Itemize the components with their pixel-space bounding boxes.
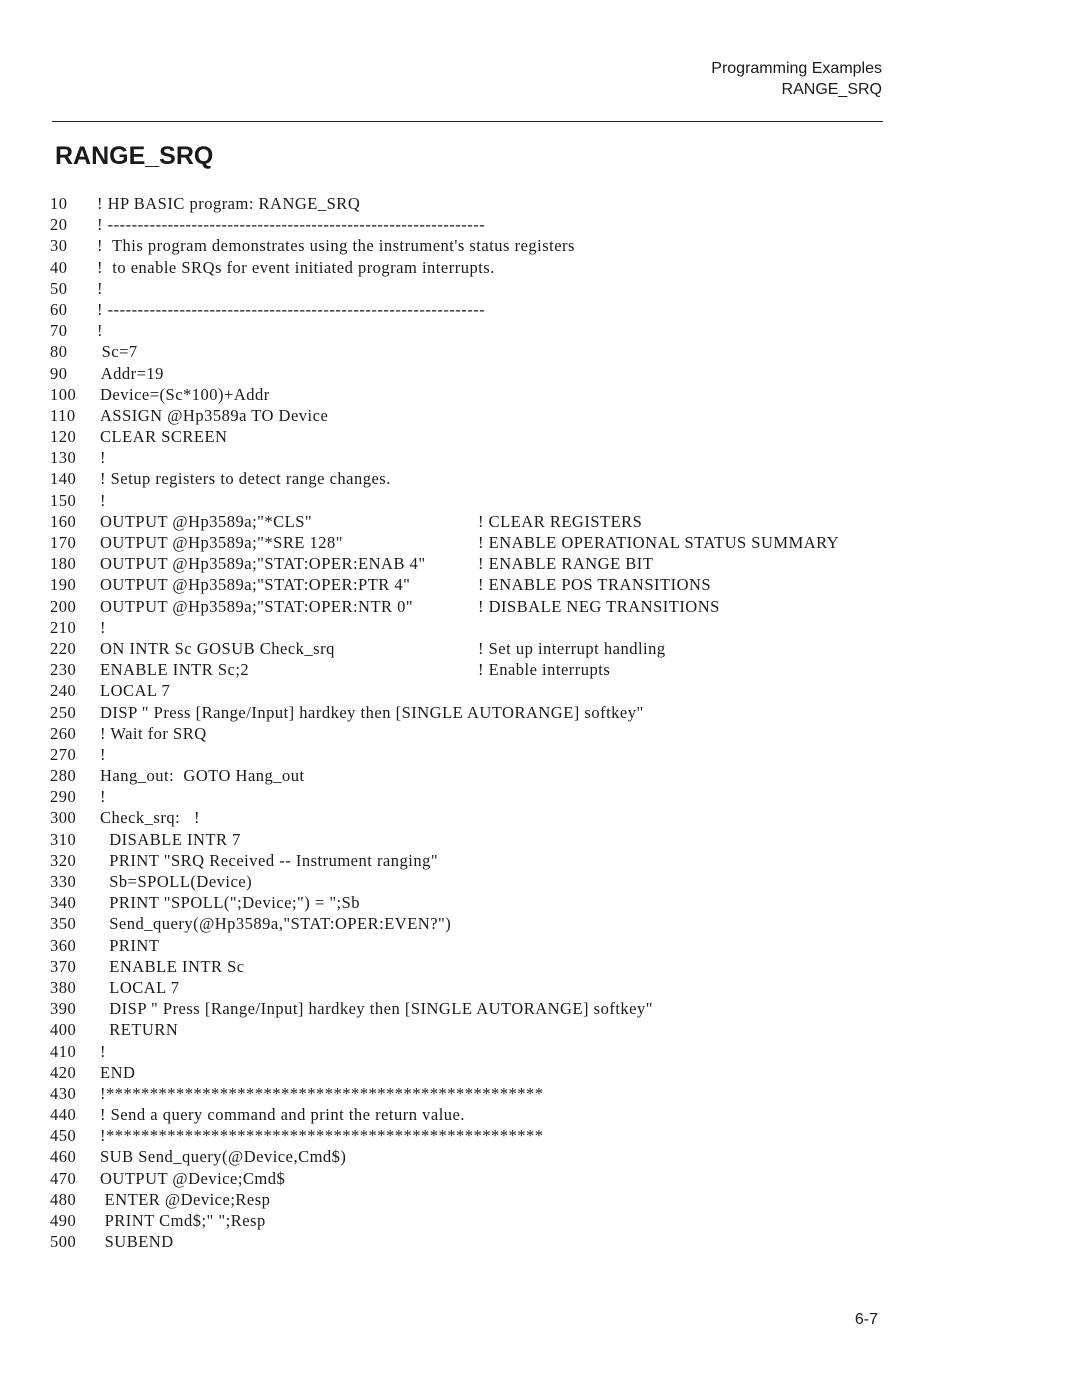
code-text: ! Send a query command and print the return value. xyxy=(100,1105,465,1125)
code-text: ! Setup registers to detect range changes. xyxy=(100,469,391,489)
line-number: 130 xyxy=(50,448,77,468)
line-number: 460 xyxy=(50,1147,77,1167)
line-number: 200 xyxy=(50,596,77,616)
code-text: ENABLE INTR Sc xyxy=(100,956,245,976)
code-text: ! Wait for SRQ xyxy=(100,723,207,743)
line-number: 350 xyxy=(50,914,77,934)
line-number: 340 xyxy=(50,893,77,913)
code-text: END xyxy=(100,1062,136,1082)
line-number: 380 xyxy=(50,977,77,997)
line-number: 490 xyxy=(50,1211,77,1230)
line-number: 250 xyxy=(50,702,77,722)
code-text: ! xyxy=(97,278,103,298)
code-text: ! to enable SRQs for event initiated program interrupts. xyxy=(97,257,495,277)
code-text: Check_srq: ! xyxy=(100,808,201,828)
header-section: Programming Examples xyxy=(711,60,882,77)
code-text: OUTPUT @Device;Cmd$ xyxy=(100,1168,286,1188)
line-number: 370 xyxy=(50,956,77,976)
code-text: ! HP BASIC program: RANGE_SRQ xyxy=(97,194,361,213)
inline-comment: ! ENABLE OPERATIONAL STATUS SUMMARY xyxy=(478,533,840,552)
line-number: 80 xyxy=(50,342,68,362)
code-text: PRINT "SRQ Received -- Instrument ranging" xyxy=(100,850,439,870)
inline-comment: ! CLEAR REGISTERS xyxy=(478,511,643,531)
code-text: Sc=7 xyxy=(97,342,138,362)
code-text: Send_query(@Hp3589a,"STAT:OPER:EVEN?") xyxy=(100,914,452,934)
line-number: 170 xyxy=(50,533,77,552)
line-number: 140 xyxy=(50,469,77,489)
line-number: 310 xyxy=(50,829,77,849)
code-text: ASSIGN @Hp3589a TO Device xyxy=(100,405,329,425)
code-text: !************************************************** xyxy=(100,1083,544,1103)
line-number: 220 xyxy=(50,638,77,658)
line-number: 60 xyxy=(50,299,68,319)
line-number: 290 xyxy=(50,787,77,807)
line-number: 330 xyxy=(50,872,77,891)
line-number: 190 xyxy=(50,575,77,595)
page-title: RANGE_SRQ xyxy=(55,142,214,170)
header-subsection: RANGE_SRQ xyxy=(781,81,882,98)
code-text: PRINT Cmd$;" ";Resp xyxy=(100,1211,266,1230)
line-number: 360 xyxy=(50,935,77,955)
code-text: OUTPUT @Hp3589a;"STAT:OPER:NTR 0" xyxy=(100,596,414,616)
line-number: 450 xyxy=(50,1126,77,1146)
line-number: 40 xyxy=(50,257,68,277)
code-text: ! xyxy=(100,744,106,764)
line-number: 480 xyxy=(50,1189,77,1209)
code-text: PRINT xyxy=(100,935,160,955)
code-text: ! This program demonstrates using the instrument's status registers xyxy=(97,236,575,256)
code-text: CLEAR SCREEN xyxy=(100,427,228,447)
code-text: OUTPUT @Hp3589a;"STAT:OPER:ENAB 4" xyxy=(100,554,426,574)
code-text: DISABLE INTR 7 xyxy=(100,829,241,849)
code-text: !************************************************** xyxy=(100,1126,544,1146)
inline-comment: ! Enable interrupts xyxy=(478,660,611,680)
code-text: ! --------------------------------------------------------------- xyxy=(97,299,486,319)
code-text: ! xyxy=(97,321,103,341)
code-text: DISP " Press [Range/Input] hardkey then [SINGLE AUTORANGE] softkey" xyxy=(100,702,644,722)
code-text: SUBEND xyxy=(100,1232,174,1252)
line-number: 240 xyxy=(50,681,77,701)
line-number: 410 xyxy=(50,1041,77,1061)
code-text: ! --------------------------------------------------------------- xyxy=(97,215,486,235)
code-text: ! xyxy=(100,448,106,468)
line-number: 160 xyxy=(50,511,77,531)
line-number: 430 xyxy=(50,1083,77,1103)
inline-comment: ! ENABLE RANGE BIT xyxy=(478,554,654,574)
header-rule xyxy=(52,121,883,122)
code-text: ! xyxy=(100,490,106,510)
code-text: ! xyxy=(100,1041,106,1061)
line-number: 90 xyxy=(50,363,68,383)
line-number: 500 xyxy=(50,1232,77,1252)
inline-comment: ! ENABLE POS TRANSITIONS xyxy=(478,575,712,595)
code-text: ! xyxy=(100,787,106,807)
line-number: 180 xyxy=(50,554,77,574)
code-text: DISP " Press [Range/Input] hardkey then [SINGLE AUTORANGE] softkey" xyxy=(100,999,653,1019)
line-number: 300 xyxy=(50,808,77,828)
line-number: 30 xyxy=(50,236,68,256)
inline-comment: ! DISBALE NEG TRANSITIONS xyxy=(478,596,720,616)
line-number: 50 xyxy=(50,278,68,298)
code-text: Device=(Sc*100)+Addr xyxy=(100,384,270,404)
inline-comment: ! Set up interrupt handling xyxy=(478,638,666,658)
line-number: 110 xyxy=(50,405,76,425)
code-text: OUTPUT @Hp3589a;"STAT:OPER:PTR 4" xyxy=(100,575,411,595)
line-number: 280 xyxy=(50,766,77,786)
line-number: 230 xyxy=(50,660,77,680)
line-number: 390 xyxy=(50,999,77,1019)
code-text: OUTPUT @Hp3589a;"*SRE 128" xyxy=(100,533,344,552)
code-text: ENTER @Device;Resp xyxy=(100,1189,271,1209)
line-number: 120 xyxy=(50,427,77,447)
code-text: LOCAL 7 xyxy=(100,681,171,701)
line-number: 420 xyxy=(50,1062,77,1082)
code-text: ENABLE INTR Sc;2 xyxy=(100,660,250,680)
code-text: RETURN xyxy=(100,1020,179,1040)
code-text: LOCAL 7 xyxy=(100,977,180,997)
line-number: 470 xyxy=(50,1168,77,1188)
code-text: Hang_out: GOTO Hang_out xyxy=(100,766,305,786)
code-text: Addr=19 xyxy=(97,363,164,383)
line-number: 20 xyxy=(50,215,68,235)
line-number: 270 xyxy=(50,744,77,764)
page-number: 6-7 xyxy=(854,1311,878,1328)
line-number: 400 xyxy=(50,1020,77,1040)
line-number: 320 xyxy=(50,850,77,870)
line-number: 260 xyxy=(50,723,77,743)
code-text: ! xyxy=(100,617,106,637)
line-number: 10 xyxy=(50,194,68,213)
line-number: 210 xyxy=(50,617,77,637)
code-text: Sb=SPOLL(Device) xyxy=(100,872,253,891)
line-number: 440 xyxy=(50,1105,77,1125)
line-number: 70 xyxy=(50,321,68,341)
line-number: 100 xyxy=(50,384,77,404)
code-text: ON INTR Sc GOSUB Check_srq xyxy=(100,638,335,658)
running-header xyxy=(711,58,882,100)
code-text: OUTPUT @Hp3589a;"*CLS" xyxy=(100,511,313,531)
line-number: 150 xyxy=(50,490,77,510)
code-text: PRINT "SPOLL(";Device;") = ";Sb xyxy=(100,893,361,913)
code-text: SUB Send_query(@Device,Cmd$) xyxy=(100,1147,347,1167)
